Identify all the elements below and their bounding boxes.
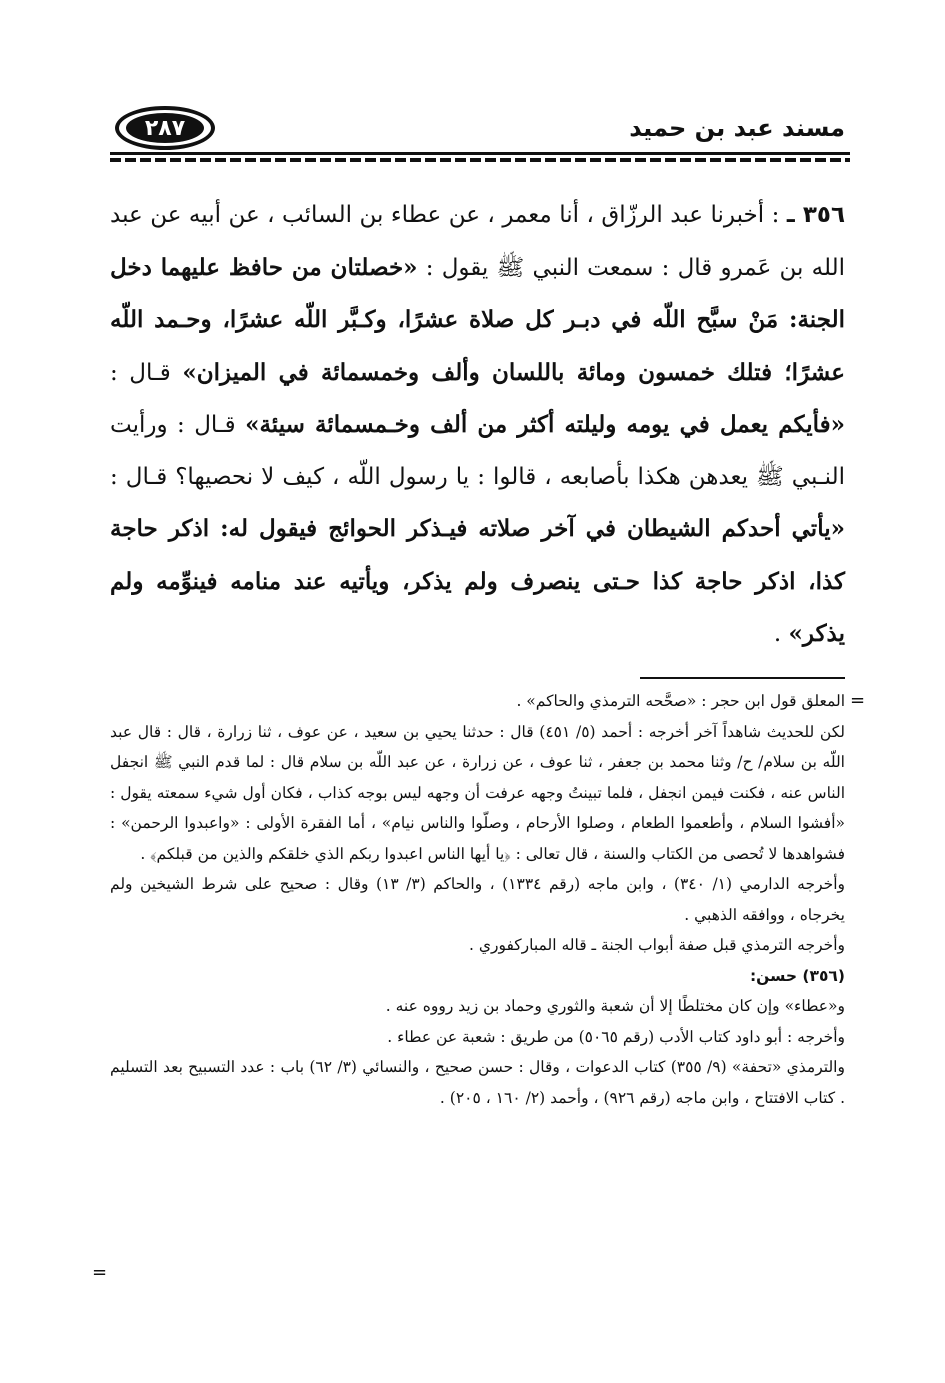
- footnote-line: وأخرجه الترمذي قبل صفة أبواب الجنة ـ قاله المباركفوري .: [468, 936, 845, 954]
- margin-mark-top: =: [850, 690, 866, 711]
- hadith-segment-bold: «يأتي أحدكم الشيطان في آخر صلاته فيـذكر الحوائج فيقول له: اذكر حاجة كذا، اذكر حاجة كذا حـتى ينصرف ولم يذكر، ويأتيه عند منامه فينوِّمه ولم يذكر»: [110, 515, 845, 647]
- page-header: [110, 100, 850, 170]
- footnote-line: والترمذي «تحفة» (٩/ ٣٥٥) كتاب الدعوات ، وقال : حسن صحيح ، والنسائي (٣/ ٦٢) باب : عدد التسبيح بعد التسليم . كتاب الافتتاح ، وابن ماجه (رقم ٩٢٦) ، وأحمد (٢/ ١٦٠ ، ٢٠٥) .: [110, 1058, 845, 1107]
- footnote-separator: [640, 677, 845, 679]
- footnote-line: لكن للحديث شاهداً آخر أخرجه : أحمد (٥/ ٤٥١) قال : حدثنا يحيي بن سعيد ، عن عوف ، ثنا زرارة ، قال : قال عبد اللّه بن سلام/ ح/ وثنا محمد بن جعفر ، ثنا عوف ، عن زرارة ، عن عبد اللّه بن سلام قال : لما قدم النبي ﷺ انجفل الناس عنه ، فكنت فيمن انجفل ، فلما تبينتُ وجهه عرفت أن وجهه ليس بوجه كذاب ، فكان أول شيء سمعته يقول : «أفشوا السلام ، وأطعموا الطعام ، وصلوا الأرحام ، وصلّوا والناس نيام» ، أما الفقرة الأولى : «واعبدوا الرحمن» : فشواهدها لا تُحصى من الكتاب والسنة ، قال تعالى : ﴿يا أيها الناس اعبدوا ربكم الذي خلقكم والذين من قبلكم﴾ .: [110, 722, 845, 863]
- hadith-segment-bold: «خصلتان من حافظ عليهما دخل الجنة: مَنْ سبَّح اللّه في دبـر كل صلاة عشرًا، وكـبَّر اللّه عشرًا، وحـمد اللّه عشرًا؛ فتلك خمسون ومائة باللسان وألف وخمسمائة في الميزان»: [110, 253, 845, 386]
- hadith-segment: قـال :: [110, 359, 183, 386]
- hadith-segment: : أخبرنا عبد الرزّاق ، أنا معمر ، عن عطاء بن السائب ، عن أبيه عن عبد الله بن عَمرو قال : سمعت النبي ﷺ يقول :: [110, 202, 845, 281]
- footnote-heading: (٣٥٦) حسن:: [749, 966, 845, 985]
- footnote-line: المعلق قول ابن حجر : «صحَّحه الترمذي والحاكم» .: [516, 692, 845, 710]
- page-number: ٢٨٧: [126, 113, 204, 143]
- footnote-line: وأخرجه : أبو داود كتاب الأدب (رقم ٥٠٦٥) من طريق : شعبة عن عطاء .: [387, 1027, 845, 1046]
- hadith-number: ٣٥٦ ـ: [786, 202, 845, 228]
- page-number-badge: [115, 106, 215, 150]
- hadith-segment: .: [773, 621, 789, 647]
- header-dashed-rule: [110, 158, 850, 162]
- footnote-line: وأخرجه الدارمي (١/ ٣٤٠) ، وابن ماجه (رقم ١٣٣٤) ، والحاكم (٣/ ١٣) وقال : صحيح على شرط الشيخين ولم يخرجاه ، ووافقه الذهبي .: [110, 875, 845, 924]
- header-rule: [110, 152, 850, 155]
- footnotes: [110, 686, 845, 1113]
- hadith-text: [110, 190, 845, 661]
- margin-mark-bottom: =: [92, 1262, 108, 1283]
- hadith-segment: قـال : ورأيت النـبي ﷺ يعدهن هكذا بأصابعه ، قالوا : يا رسول اللّه ، كيف لا نحصيها؟ قـال :: [110, 412, 845, 490]
- footnote-line: و«عطاء» وإن كان مختلطًا إلا أن شعبة والثوري وحماد بن زيد رووه عنه .: [385, 997, 845, 1015]
- book-title: مسند عبد بن حميد: [629, 114, 845, 142]
- hadith-segment-bold: «فأيكم يعمل في يومه وليلته أكثر من ألف وخـمسمائة سيئة»: [245, 411, 845, 438]
